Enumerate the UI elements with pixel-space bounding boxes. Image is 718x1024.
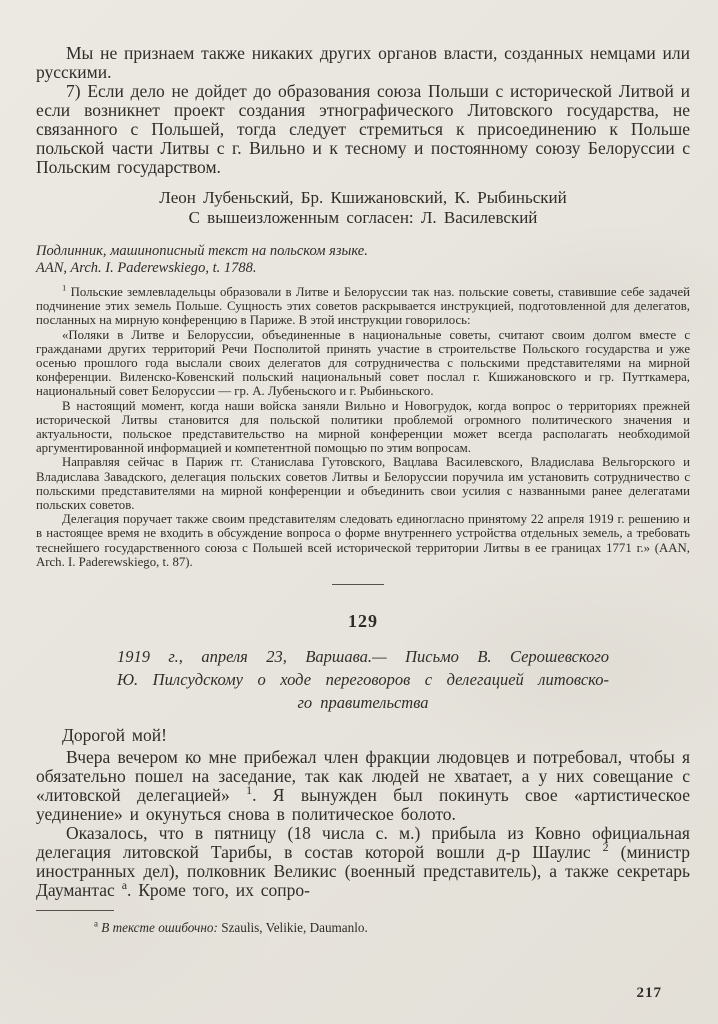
heading-line: Ю. Пилсудскому о ходе переговоров с делегацией литовско- bbox=[117, 670, 609, 690]
provenance-line: Подлинник, машинописный текст на польском языке. bbox=[36, 243, 368, 259]
heading-line: го правительства bbox=[297, 693, 429, 713]
signature-line: Леон Лубеньский, Бр. Кшижановский, К. Рыбиньский bbox=[159, 188, 567, 207]
footnote-paragraph: «Поляки в Литве и Белоруссии, объединенные в национальные советы, считают своим долгом вместе с гражданами других территорий Речи Посполитой принять участие в строительстве Польского государства и уже осенью прошлого года выслали своих делегатов для сотрудничества с польскими представителями на мирной конференции. Виленско-Ковенский польский национальный совет послал г. Кшижановского и гр. Путткамера, национальный совет Белоруссии — гр. А. Лубеньского и г. Рыбиньского. bbox=[36, 327, 690, 399]
letter-paragraph bbox=[36, 748, 690, 824]
provenance-note bbox=[36, 243, 690, 276]
footnote-paragraph bbox=[36, 282, 691, 328]
footnote-1-block bbox=[36, 282, 691, 569]
footnote-label: В тексте ошибочно: bbox=[101, 920, 218, 936]
paragraph-text: (министр иностранных дел), полковник Великис (военный представитель), а также секретарь Даумантас bbox=[36, 842, 690, 901]
letter-body bbox=[36, 726, 690, 900]
footnote-paragraph: Делегация поручает также своим представителям следовать единогласно принятому 22 апреля 1919 г. решению и в настоящее время не входить в обсуждение вопроса о форме внутреннего устройства отдельных земель, а требовать теснейшего государственного союза с Польшей всей исторической территории Литвы в ее границах 1771 г.» (AAN, Arch. I. Paderewskiego, t. 87). bbox=[36, 512, 690, 569]
paragraph-intro: Мы не признаем также никаких других органов власти, созданных немцами или русскими. bbox=[36, 43, 690, 82]
paragraph-item-7: 7) Если дело не дойдет до образования союза Польши с исторической Литвой и если возникнет проект создания этнографического Литовского государства, не связанного с Польшей, тогда следует стремиться к присоединению к Польше польской части Литвы с г. Вильно и к тесному и постоянному союзу Белоруссии с Польским государством. bbox=[36, 81, 690, 177]
footnote-a bbox=[36, 920, 690, 935]
signature-block bbox=[36, 188, 690, 228]
page-number: 217 bbox=[636, 985, 662, 1001]
paragraph-text: Оказалось, что в пятницу (18 числа с. м.) прибыла из Ковно официальная делегация литовской Тарибы, в состав которой вошли д-р Шаулис bbox=[36, 823, 690, 863]
footnote-paragraph: Направляя сейчас в Париж гг. Станислава Гутовского, Вацлава Василевского, Владислава Вельгорского и Владислава Завадского, делегация польских советов Литвы и Белоруссии поручила им установить сотрудничество с польскими представителями на мирной конференции и объединить свои усилия с названными ранее делегатами польских советов. bbox=[36, 455, 690, 513]
section-divider-rule bbox=[332, 584, 384, 585]
footnote-marker: а bbox=[94, 918, 98, 929]
paragraph-text: . Кроме того, их сопро- bbox=[126, 880, 310, 901]
footnote-text: Польские землевладельцы образовали в Литве и Белоруссии так наз. польские советы, ставившие себе задачей подчинение этих земель Польше. Сущность этих советов раскрывается инструкцией, подготовленной для делегатов, посланных на мирную конференцию в Париже. В этой инструкции говорилось: bbox=[36, 285, 691, 328]
signature-line: С вышеизложенным согласен: Л. Василевский bbox=[188, 208, 538, 227]
footnote-paragraph: В настоящий момент, когда наши войска заняли Вильно и Новогрудок, когда вопрос о территориях прежней исторической Литвы становится для польской политики проблемой огромного политического значения и актуальности, польское представительство на мирной конференции может всегда располагать необходимой аргументированной информацией и компетентной помощью по этим вопросам. bbox=[36, 398, 690, 456]
letter-salutation: Дорогой мой! bbox=[62, 725, 167, 746]
footnote-separator-rule bbox=[36, 910, 114, 911]
document-number: 129 bbox=[348, 611, 378, 632]
paragraph-text: . Я вынужден был покинуть свое «артистическое уединение» и окунуться снова в политическое болото. bbox=[36, 785, 690, 825]
footnote-reference: 2 bbox=[602, 840, 609, 855]
letter-paragraph bbox=[36, 824, 690, 900]
footnote-reference: а bbox=[121, 878, 127, 893]
provenance-line: AAN, Arch. I. Paderewskiego, t. 1788. bbox=[36, 259, 257, 276]
paragraph-text: Вчера вечером ко мне прибежал член фракции людовцев и потребовал, чтобы я обязательно пошел на заседание, так как людей не хватает, а у них совещание с «литовской делегацией» bbox=[36, 747, 690, 806]
heading-line: 1919 г., апреля 23, Варшава.— Письмо В. Серошевского bbox=[117, 647, 609, 667]
footnote-text: Szaulis, Velikie, Daumanlo. bbox=[217, 920, 368, 936]
footnote-marker: 1 bbox=[62, 282, 67, 293]
previous-document-tail bbox=[36, 44, 690, 177]
footnote-reference: 1 bbox=[246, 783, 253, 798]
document-heading bbox=[117, 645, 609, 714]
